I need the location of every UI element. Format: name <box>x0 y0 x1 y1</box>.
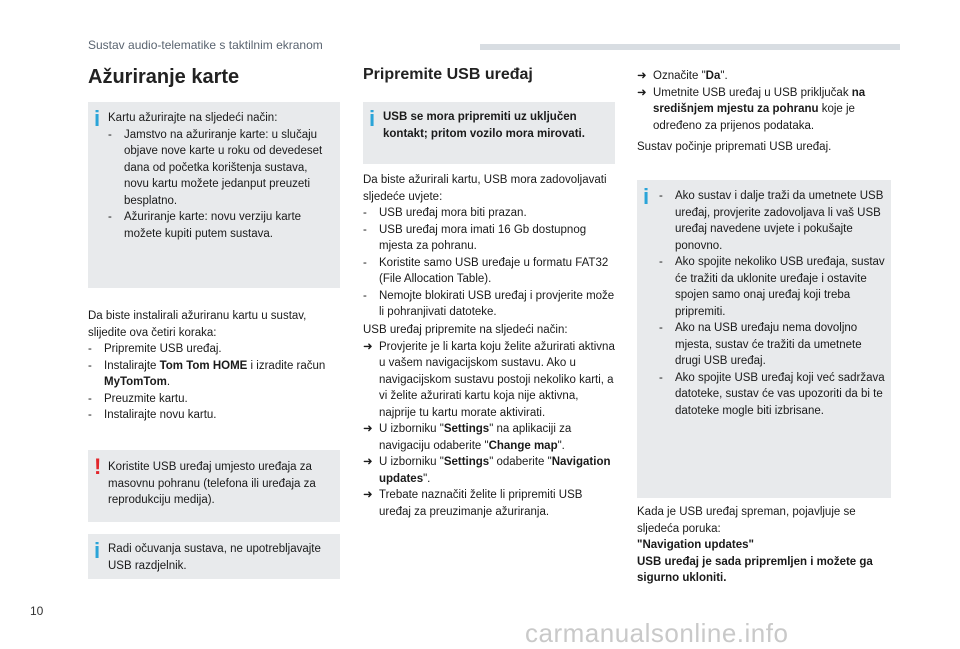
watermark: carmanualsonline.info <box>525 618 789 648</box>
list-item: - Nemojte blokirati USB uređaj i provjerite može li pohranjivati datoteke. <box>363 289 615 318</box>
info-box-content <box>108 110 334 242</box>
list-item: ➜ Umetnite USB uređaj u USB priključak na središnjem mjestu za pohranu koje je određeno za prijenos podataka. <box>637 86 866 132</box>
list-item: ➜ U izborniku "Settings" odaberite "Navigation updates". <box>363 456 611 485</box>
list-item: - Instalirajte Tom Tom HOME i izradite račun MyTomTom. <box>88 359 326 388</box>
final-steps <box>637 68 891 134</box>
info-intro: Kartu ažurirajte na sljedeći način: <box>108 112 278 124</box>
section-title: Pripremite USB uređaj <box>363 66 533 83</box>
warning-text: Koristite USB uređaj umjesto uređaja za masovnu pohranu (telefona ili uređaja za reprodukciju medija). <box>108 461 316 506</box>
usb-requirements <box>363 172 615 321</box>
list-item: ➜ Trebate naznačiti želite li pripremiti USB uređaj za preuzimanje ažuriranja. <box>363 489 583 518</box>
list-item: - Instalirajte novu kartu. <box>88 409 217 421</box>
header-section-title: Sustav audio-telematike s taktilnim ekranom <box>88 38 323 52</box>
info-icon: i <box>94 106 101 131</box>
warning-box <box>88 450 340 522</box>
requirements-intro: Da biste ažurirali kartu, USB mora zadovoljavati sljedeće uvjete: <box>363 174 607 203</box>
list-item: - Jamstvo na ažuriranje karte: u slučaju objave nove karte u roku od devedeset dana od početka korištenja sustava, novu kartu možete jedanput preuzeti besplatno. <box>108 128 323 207</box>
info-box-troubleshooting <box>637 180 891 498</box>
header-bar <box>480 44 900 50</box>
info-text: USB se mora pripremiti uz uključen kontakt; pritom vozilo mora mirovati. <box>383 111 585 140</box>
install-steps <box>88 308 340 424</box>
info-icon: i <box>94 538 101 563</box>
page-number: 10 <box>30 604 44 618</box>
info-box-map-update <box>88 102 340 288</box>
list-item: ➜ Provjerite je li karta koju želite ažurirati aktivna u vašem navigacijskom sustavu. Ako u navigacijskom sustavu postoji nekoliko karti, a vi želite ažurirati kartu koja nije aktivna, najprije tu kartu morate aktivirati. <box>363 340 615 419</box>
list-item: - Preuzmite kartu. <box>88 392 188 405</box>
list-item: ➜ U izborniku "Settings" na aplikaciji za navigaciju odaberite "Change map". <box>363 423 572 452</box>
info-icon: i <box>369 106 376 131</box>
list-item: - Ako spojite nekoliko USB uređaja, sustav će tražiti da uklonite uređaje i ostavite spojen samo onaj uređaj koji treba pripremiti. <box>659 256 885 318</box>
list-item: ➜ Označite "Da". <box>637 70 728 82</box>
ready-message-body: USB uređaj je sada pripremljen i možete ga sigurno ukloniti. <box>637 555 873 584</box>
list-item: - USB uređaj mora biti prazan. <box>363 207 527 219</box>
ready-message-title: "Navigation updates" <box>637 539 754 551</box>
preparation-start-text: Sustav počinje pripremati USB uređaj. <box>637 141 832 153</box>
list-item: - Koristite samo USB uređaje u formatu FAT32 (File Allocation Table). <box>363 256 609 285</box>
usb-preparation-steps <box>363 322 615 520</box>
info-box-usb-prepare <box>363 102 615 164</box>
info-box-content <box>659 188 885 419</box>
list-item: - Ažuriranje karte: novu verziju karte možete kupiti putem sustava. <box>108 211 302 240</box>
ready-intro: Kada je USB uređaj spreman, pojavljuje se sljedeća poruka: <box>637 506 856 535</box>
page-title: Ažuriranje karte <box>88 66 240 88</box>
ready-message <box>637 504 891 587</box>
preparation-intro: USB uređaj pripremite na sljedeći način: <box>363 324 568 336</box>
list-item: - Pripremite USB uređaj. <box>88 343 222 355</box>
warning-icon: ! <box>94 454 102 479</box>
list-item: - Ako spojite USB uređaj koji već sadržava datoteke, sustav će vas upozoriti da bi te datoteke mogle biti izbrisane. <box>659 371 885 417</box>
info-box-usb-hub <box>88 534 340 579</box>
list-item: - Ako na USB uređaju nema dovoljno mjesta, sustav će tražiti da umetnete drugi USB uređaj. <box>659 322 862 367</box>
list-item: - Ako sustav i dalje traži da umetnete USB uređaj, provjerite zadovoljava li vaš USB uređaj navedene uvjete i pokušajte ponovno. <box>659 190 884 252</box>
info-icon: i <box>643 184 650 209</box>
steps-intro: Da biste instalirali ažuriranu kartu u sustav, slijedite ova četiri koraka: <box>88 310 307 339</box>
info-text: Radi očuvanja sustava, ne upotrebljavajte USB razdjelnik. <box>108 543 321 572</box>
list-item: - USB uređaj mora imati 16 Gb dostupnog mjesta za pohranu. <box>363 223 587 252</box>
